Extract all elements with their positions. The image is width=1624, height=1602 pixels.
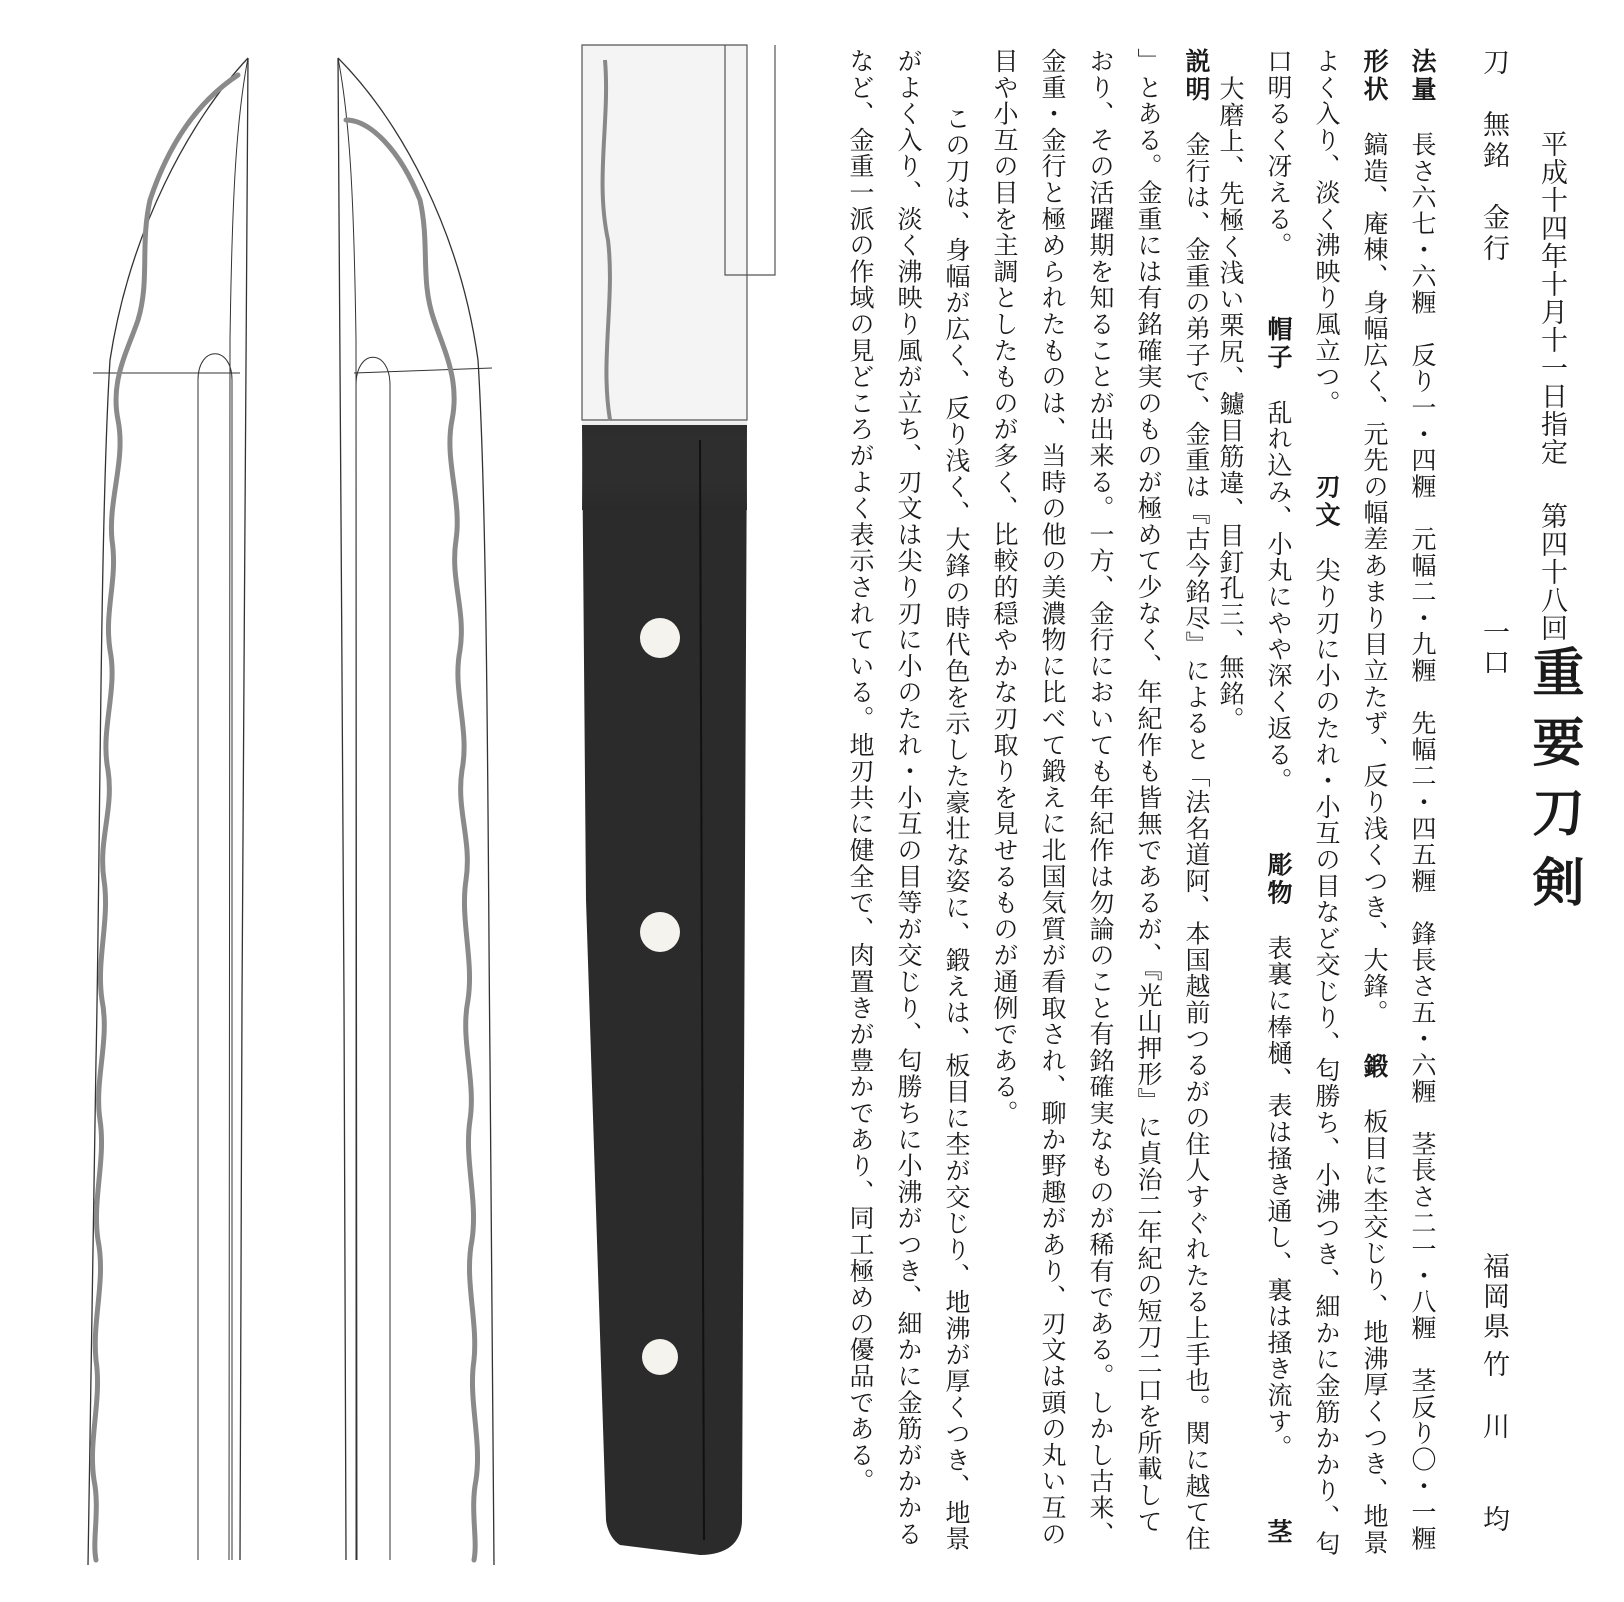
carving-label: 彫物 [1264,851,1293,908]
item-name: 刀 無銘 金行 [1478,48,1509,265]
hamon-text: 尖り刃に小のたれ・小互の目など交じり、匂勝ち、小沸つき、細かに金筋かかり、匂口明るく冴える。 [1264,48,1341,1557]
forging-text: 板目に杢交じり、地沸厚くつき、地景よく入り、淡く沸映り風立つ。 [1312,48,1389,1556]
explanation-block [846,48,1220,1558]
hamon-label: 刃文 [1312,473,1341,530]
explanation-paragraph-2 [836,48,980,1558]
specs-block [1216,48,1446,1558]
shape-text: 鎬造、庵棟、身幅広く、元先の幅差あまり目立たず、反り浅くつき、大鋒。 [1360,131,1389,1026]
hamon-line-back [346,120,478,1560]
designation-date: 平成十四年十月十一日指定 [1536,130,1567,466]
explanation-label: 説明 [1182,48,1211,104]
owner-name: 竹 川 均 [1478,1350,1509,1536]
hamon-line-front [92,75,238,1560]
measurements-text: 長さ六七・六糎 反り一・四糎 元幅二・九糎 先幅二・四五糎 鋒長さ五・六糎 茎長さ二一・八糎 茎反り〇・一糎 [1408,131,1437,1552]
owner-prefecture: 福岡県 [1478,1252,1509,1342]
nakago-label: 茎 [1264,1518,1293,1547]
boshi-label: 帽子 [1264,315,1293,372]
session-number: 第四十八回 [1536,502,1567,642]
carving-text: 表裏に棒樋、表は掻き通し、裏は掻き流す。 [1264,934,1293,1461]
measurements-line [1398,48,1446,1558]
page-title: 重要刀剣 [1523,645,1584,925]
explanation-text-2: この刀は、身幅が広く、反り浅く、大鋒の時代色を示した豪壮な姿に、鍛えは、板目に杢が交じり、地沸が厚くつき、地景がよく入り、淡く沸映り風が立ち、刃文は尖り刃に小のたれ・小互の目等が交じり、匂勝ちに小沸がつき、細かに金筋がかかるなど、金重一派の作域の見どころがよく表示されている。地刃共に健全で、肉置きが豊かであり、同工極めの優品である。 [846,48,971,1552]
tang-image [582,45,775,1555]
explanation-paragraph-1 [980,48,1220,1558]
blade-drawing-back [338,58,494,1565]
measurements-label: 法量 [1408,48,1437,104]
explanation-text-1: 金行は、金重の弟子で、金重は『古今銘尽』によると「法名道阿、本国越前つるがの住人すぐれたる上手也。関に越て住」とある。金重には有銘確実のものが極めて少なく、年紀作も皆無であるが、『光山押形』に貞治二年紀の短刀二口を所載しており、その活躍期を知ることが出来る。一方、金行においても年紀作は勿論のこと有銘確実なものが稀有である。しかし古来、金重・金行と極められたものは、当時の他の美濃物に比べて鍛えに北国気質が看取され、聊か野趣があり、刃文は頭の丸い互の目や小互の目を主調としたものが多く、比較的穏やかな刃取りを見せるものが通例である。 [990,48,1211,1552]
nakago-text: 大磨上、先極く浅い栗尻、鑢目筋違、目釘孔三、無銘。 [1216,75,1245,733]
blade-drawing-front [88,58,248,1565]
shape-label: 形状 [1360,48,1389,104]
boshi-text: 乱れ込み、小丸にやや深く返る。 [1264,399,1293,794]
shape-forging-hamon-paragraph [1206,48,1398,1558]
forging-label: 鍛 [1360,1053,1389,1082]
item-count: 一口 [1478,618,1509,678]
